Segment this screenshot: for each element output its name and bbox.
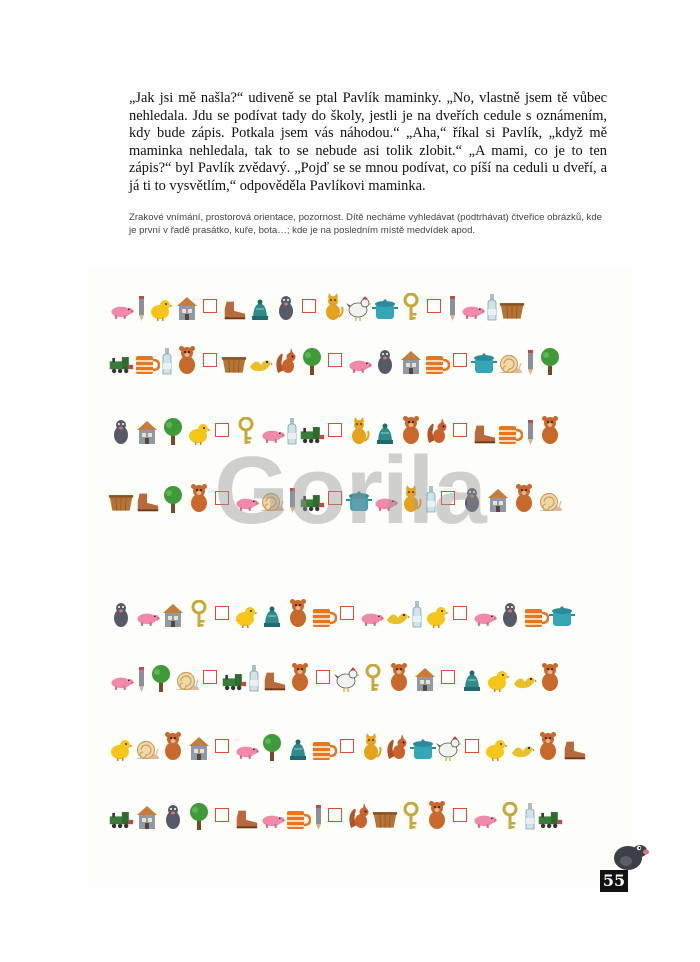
key-icon <box>186 594 212 628</box>
exercise-row <box>108 479 618 515</box>
mole-icon <box>459 479 485 513</box>
instruction-note: Zrakové vnímání, prostorová orientace, pozornost. Dítě necháme vyhledávat (podtrhávat) čtveřice obrázků, kde je první v řadě prasátko, kuře, bota…; kde je na posledním místě medvídek apod. <box>129 212 602 236</box>
chick-icon <box>148 287 174 321</box>
house-icon <box>174 287 200 321</box>
snail-icon <box>134 727 160 761</box>
bear-icon <box>511 479 537 513</box>
pencil-icon <box>445 287 459 321</box>
bear-icon <box>535 727 561 761</box>
pencil-icon <box>523 411 537 445</box>
mug-icon <box>285 796 311 830</box>
hat-icon <box>285 727 311 761</box>
mole-icon <box>108 594 134 628</box>
answer-box[interactable] <box>328 353 342 367</box>
page-number: 55 <box>600 870 628 892</box>
exercise-row <box>108 411 618 447</box>
pencil-icon <box>523 341 537 375</box>
hat-icon <box>372 411 398 445</box>
pig-icon <box>459 287 485 321</box>
tree-icon <box>160 411 186 445</box>
answer-box[interactable] <box>215 423 229 437</box>
squirrel-icon <box>424 411 450 445</box>
bear-icon <box>174 341 200 375</box>
house-icon <box>134 411 160 445</box>
answer-box[interactable] <box>340 606 354 620</box>
story-paragraph: „Jak jsi mě našla?“ udiveně se ptal Pavlík maminky. „No, vlastně jsem tě vůbec nehledala. Jdu se podívat tady do školy, jestli je na dveřích cedule s oznámením, kdy bude zápis. Potkala jsem vás náhodou.“ „Aha,“ říkal si Pavlík, „když mě maminka nehledala, tak to se nebude asi tolik zlobit.“ „A mami, co je to ten zápis?“ byl Pavlík zvědavý. „Pojď se se mnou podívat, co píší na ceduli u dveří, a já ti to vysvětlím,“ odpověděla Pavlíkovi maminka. <box>129 90 607 194</box>
pig-icon <box>233 727 259 761</box>
mole-icon <box>372 341 398 375</box>
hat-icon <box>259 594 285 628</box>
pot-icon <box>410 727 436 761</box>
bear-icon <box>287 658 313 692</box>
answer-box[interactable] <box>215 808 229 822</box>
answer-box[interactable] <box>453 606 467 620</box>
chick-icon <box>233 594 259 628</box>
answer-box[interactable] <box>302 299 316 313</box>
squirrel-icon <box>346 796 372 830</box>
house-icon <box>134 796 160 830</box>
house-icon <box>160 594 186 628</box>
house-icon <box>485 479 511 513</box>
bear-icon <box>537 411 563 445</box>
hen-icon <box>436 727 462 761</box>
answer-box[interactable] <box>328 491 342 505</box>
snail-icon <box>497 341 523 375</box>
hen-icon <box>334 658 360 692</box>
key-icon <box>360 658 386 692</box>
bear-icon <box>386 658 412 692</box>
pot-icon <box>549 594 575 628</box>
tub-icon <box>499 287 525 321</box>
tree-icon <box>259 727 285 761</box>
key-icon <box>398 287 424 321</box>
bird-icon <box>509 727 535 761</box>
train-icon <box>537 796 563 830</box>
boot-icon <box>471 411 497 445</box>
pot-icon <box>471 341 497 375</box>
mug-icon <box>497 411 523 445</box>
watermark: Gorila <box>214 437 486 544</box>
mole-icon <box>160 796 186 830</box>
tub-icon <box>108 479 134 513</box>
squirrel-icon <box>384 727 410 761</box>
tree-icon <box>537 341 563 375</box>
tree-icon <box>148 658 174 692</box>
pig-icon <box>134 594 160 628</box>
boot-icon <box>134 479 160 513</box>
chick-icon <box>424 594 450 628</box>
hat-icon <box>459 658 485 692</box>
house-icon <box>186 727 212 761</box>
mug-icon <box>134 341 160 375</box>
tub-icon <box>372 796 398 830</box>
pig-icon <box>372 479 398 513</box>
bottle-icon <box>410 594 424 628</box>
exercise-row <box>108 594 618 630</box>
answer-box[interactable] <box>441 670 455 684</box>
answer-box[interactable] <box>203 670 217 684</box>
house-icon <box>398 341 424 375</box>
tree-icon <box>299 341 325 375</box>
mole-icon <box>497 594 523 628</box>
pencil-icon <box>134 287 148 321</box>
house-icon <box>412 658 438 692</box>
cat-icon <box>346 411 372 445</box>
pig-icon <box>346 341 372 375</box>
bird-icon <box>511 658 537 692</box>
bear-icon <box>424 796 450 830</box>
mug-icon <box>523 594 549 628</box>
answer-box[interactable] <box>427 299 441 313</box>
pig-icon <box>233 479 259 513</box>
train-icon <box>221 658 247 692</box>
chick-icon <box>108 727 134 761</box>
bird-icon <box>247 341 273 375</box>
answer-box[interactable] <box>465 739 479 753</box>
answer-box[interactable] <box>441 491 455 505</box>
pig-icon <box>471 594 497 628</box>
answer-box[interactable] <box>453 353 467 367</box>
pencil-icon <box>285 479 299 513</box>
train-icon <box>108 341 134 375</box>
chick-icon <box>485 658 511 692</box>
boot-icon <box>261 658 287 692</box>
bear-icon <box>285 594 311 628</box>
answer-box[interactable] <box>203 353 217 367</box>
exercise-row <box>108 287 618 323</box>
key-icon <box>233 411 259 445</box>
answer-box[interactable] <box>328 808 342 822</box>
answer-box[interactable] <box>215 491 229 505</box>
cat-icon <box>398 479 424 513</box>
bird-icon <box>384 594 410 628</box>
train-icon <box>299 479 325 513</box>
mug-icon <box>424 341 450 375</box>
answer-box[interactable] <box>453 808 467 822</box>
hen-icon <box>346 287 372 321</box>
exercise-row <box>108 796 618 832</box>
pig-icon <box>259 411 285 445</box>
train-icon <box>108 796 134 830</box>
train-icon <box>299 411 325 445</box>
exercise-row <box>108 658 618 694</box>
answer-box[interactable] <box>328 423 342 437</box>
chick-icon <box>186 411 212 445</box>
answer-box[interactable] <box>203 299 217 313</box>
chick-icon <box>483 727 509 761</box>
exercise-row <box>108 341 618 377</box>
bear-icon <box>537 658 563 692</box>
pig-icon <box>259 796 285 830</box>
bottle-icon <box>285 411 299 445</box>
tree-icon <box>160 479 186 513</box>
bottle-icon <box>523 796 537 830</box>
bottle-icon <box>160 341 174 375</box>
pig-icon <box>471 796 497 830</box>
mug-icon <box>311 594 337 628</box>
pot-icon <box>372 287 398 321</box>
boot-icon <box>561 727 587 761</box>
tub-icon <box>221 341 247 375</box>
boot-icon <box>221 287 247 321</box>
pot-icon <box>346 479 372 513</box>
pencil-icon <box>311 796 325 830</box>
cat-icon <box>320 287 346 321</box>
key-icon <box>398 796 424 830</box>
mug-icon <box>311 727 337 761</box>
bear-icon <box>186 479 212 513</box>
mole-icon <box>108 411 134 445</box>
pig-icon <box>108 287 134 321</box>
answer-box[interactable] <box>215 739 229 753</box>
pig-icon <box>358 594 384 628</box>
tree-icon <box>186 796 212 830</box>
boot-icon <box>233 796 259 830</box>
snail-icon <box>259 479 285 513</box>
key-icon <box>497 796 523 830</box>
bottle-icon <box>247 658 261 692</box>
answer-box[interactable] <box>215 606 229 620</box>
bottle-icon <box>424 479 438 513</box>
answer-box[interactable] <box>340 739 354 753</box>
snail-icon <box>174 658 200 692</box>
snail-icon <box>537 479 563 513</box>
squirrel-icon <box>273 341 299 375</box>
exercise-row <box>108 727 618 763</box>
answer-box[interactable] <box>316 670 330 684</box>
mole-icon <box>273 287 299 321</box>
answer-box[interactable] <box>453 423 467 437</box>
pig-icon <box>108 658 134 692</box>
pencil-icon <box>134 658 148 692</box>
cat-icon <box>358 727 384 761</box>
hat-icon <box>247 287 273 321</box>
bear-icon <box>398 411 424 445</box>
bear-icon <box>160 727 186 761</box>
bottle-icon <box>485 287 499 321</box>
